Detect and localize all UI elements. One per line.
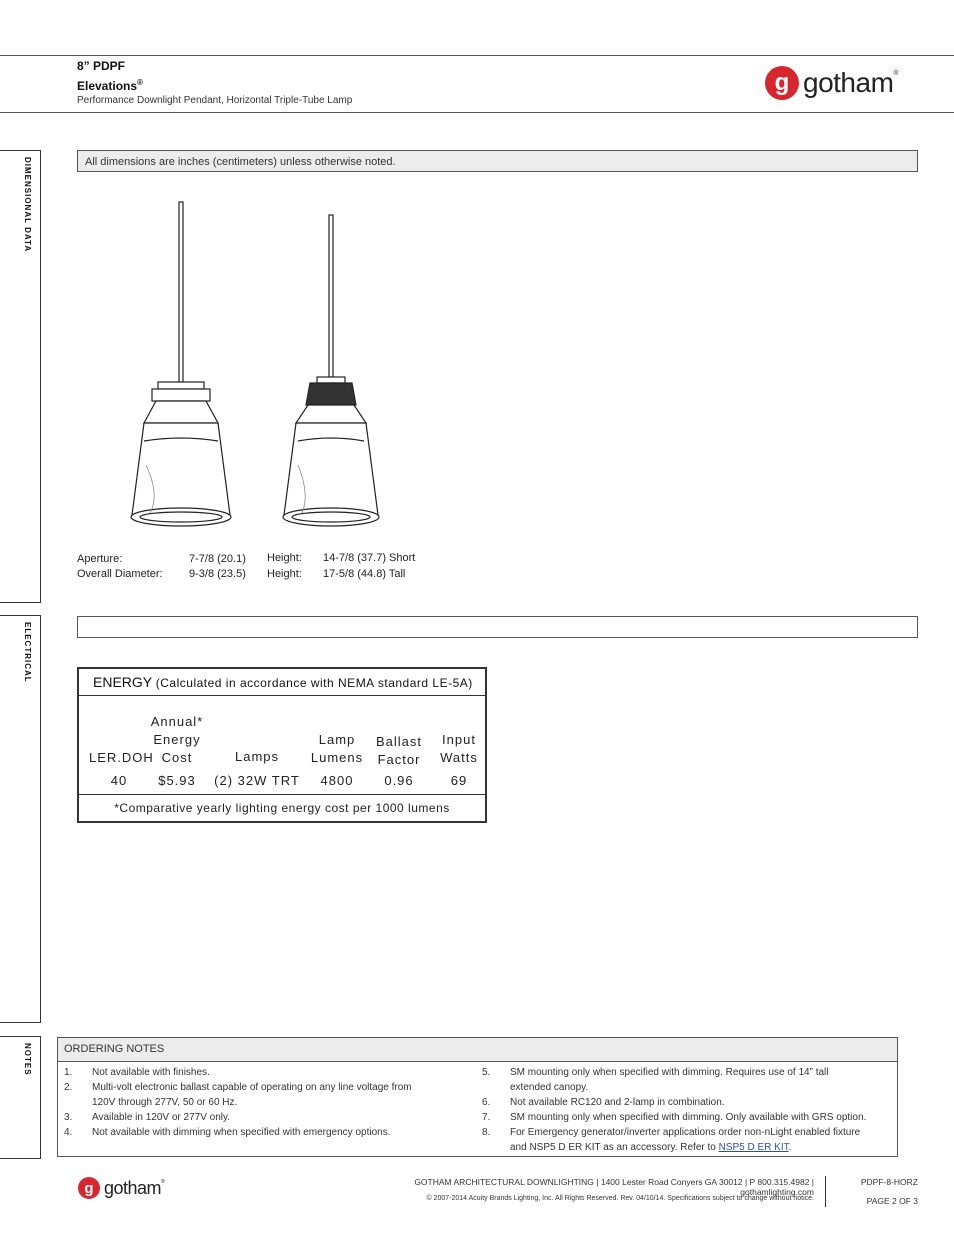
- product-description: Performance Downlight Pendant, Horizontal Triple-Tube Lamp: [77, 95, 353, 106]
- footer-logo-word: gotham: [104, 1177, 162, 1198]
- col-cost-header: Annual* Energy Cost: [150, 714, 204, 765]
- energy-table: [77, 667, 487, 823]
- logo-g-icon: g: [765, 66, 799, 100]
- col-lumens-header: Lamp Lumens: [310, 732, 364, 765]
- footer-logo-reg: ®: [161, 1179, 165, 1185]
- col-ler-header: LER.DOH: [89, 750, 154, 765]
- footer-doc-id: PDPF-8-HORZ: [860, 1177, 918, 1187]
- sidebar-bracket-notes: [0, 1036, 41, 1159]
- col-watts-header: Input Watts: [440, 732, 478, 765]
- nsp5-kit-link[interactable]: NSP5 D ER KIT: [718, 1142, 789, 1153]
- energy-subtitle: (Calculated in accordance with NEMA standard LE-5A): [155, 676, 473, 690]
- diameter-value: 9-3/8 (23.5): [189, 568, 246, 580]
- aperture-label: Aperture:: [77, 553, 123, 565]
- note-4: 4. Not available with dimming when specified with emergency options.: [64, 1127, 391, 1138]
- footer-address: GOTHAM ARCHITECTURAL DOWNLIGHTING | 1400 Lester Road Conyers GA 30012 | P 800.315.4982 | gothamlighting.com: [414, 1177, 814, 1197]
- col-ballast-value: 0.96: [384, 773, 414, 788]
- col-cost-value: $5.93: [158, 773, 196, 788]
- section-title: Elevations®: [77, 78, 143, 93]
- footer-logo: [78, 1177, 165, 1199]
- sidebar-electrical: ELECTRICAL: [23, 622, 32, 683]
- note-6: 6. Not available RC120 and 2-lamp in combination.: [482, 1097, 725, 1108]
- height-label-tall: Height:: [267, 568, 302, 580]
- aperture-value: 7-7/8 (20.1): [189, 553, 246, 565]
- footer-logo-g-icon: g: [78, 1177, 100, 1199]
- note-5: 5. SM mounting only when specified with dimming. Requires use of 14” tall extended canopy.: [482, 1067, 829, 1093]
- top-rule: [0, 55, 954, 56]
- note-1: 1. Not available with finishes.: [64, 1067, 210, 1078]
- col-lamps-header: Lamps: [234, 749, 280, 764]
- tall-pendant-drawing: [283, 215, 379, 526]
- electrical-bar: [77, 616, 918, 638]
- short-pendant-drawing: [131, 202, 231, 526]
- note-3: 3. Available in 120V or 277V only.: [64, 1112, 231, 1123]
- note-8: 8. For Emergency generator/inverter applications order non-nLight enabled fixture and NSP5 D ER KIT as an accessory. Refer to NSP5 D ER KIT.: [482, 1127, 861, 1153]
- height-value-short: 14-7/8 (37.7) Short: [323, 552, 416, 564]
- product-title: 8” PDPF: [77, 59, 126, 73]
- logo-reg: ®: [893, 70, 899, 77]
- col-lamps-value: (2) 32W TRT: [214, 773, 300, 788]
- diameter-label: Overall Diameter:: [77, 568, 163, 580]
- col-ler-value: 40: [110, 773, 128, 788]
- height-label-short: Height:: [267, 552, 302, 564]
- col-ballast-header: Ballast Factor: [375, 734, 423, 767]
- dimensions-note: All dimensions are inches (centimeters) unless otherwise noted.: [77, 150, 918, 172]
- col-watts-value: 69: [450, 773, 468, 788]
- fixture-elevations-drawing: [120, 195, 410, 535]
- energy-title: ENERGY: [93, 674, 152, 690]
- footer-divider: [825, 1176, 826, 1207]
- energy-table-header: [79, 669, 485, 696]
- note-2: 2. Multi-volt electronic ballast capable of operating on any line voltage from 120V through 277V, 50 or 60 Hz.: [64, 1082, 412, 1108]
- sidebar-dimensional-data: DIMENSIONAL DATA: [23, 157, 32, 253]
- col-lumens-value: 4800: [320, 773, 354, 788]
- footer-copyright: © 2007-2014 Acuity Brands Lighting, Inc. All Rights Reserved. Rev. 04/10/14. Specifications subject to change without notice.: [426, 1195, 814, 1202]
- header-rule: [0, 112, 954, 113]
- gotham-logo: [765, 66, 899, 100]
- sidebar-bracket-dimensional: [0, 150, 41, 603]
- sidebar-notes: NOTES: [23, 1043, 32, 1076]
- energy-footnote: *Comparative yearly lighting energy cost per 1000 lumens: [79, 794, 485, 821]
- logo-word: gotham: [803, 67, 894, 98]
- footer-page: PAGE 2 OF 3: [866, 1196, 918, 1206]
- sidebar-bracket-electrical: [0, 615, 41, 1023]
- note-7: 7. SM mounting only when specified with dimming. Only available with GRS option.: [482, 1112, 867, 1123]
- height-value-tall: 17-5/8 (44.8) Tall: [323, 568, 406, 580]
- ordering-notes: [57, 1037, 898, 1157]
- ordering-notes-title: ORDERING NOTES: [58, 1038, 897, 1062]
